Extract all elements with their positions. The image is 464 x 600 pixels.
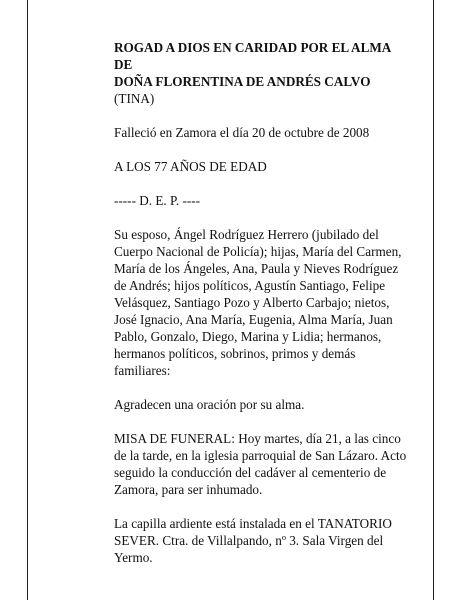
heading-line-2: DE	[114, 57, 133, 72]
age-text: A LOS 77 AÑOS DE EDAD	[114, 159, 267, 174]
family-line: María de los Ángeles, Ana, Paula y Nieves Rodríguez	[114, 261, 399, 276]
family-line: Velásquez, Santiago Pozo y Alberto Carbajo; nietos,	[114, 295, 390, 310]
family-line: familiares:	[114, 363, 171, 378]
death-notice-text: Falleció en Zamora el día 20 de octubre de 2008	[114, 125, 370, 140]
family-line: hermanos políticos, sobrinos, primos y demás	[114, 346, 356, 361]
mass-line: de la tarde, en la iglesia parroquial de San Lázaro. Acto	[114, 448, 407, 463]
mass-line: Zamora, para ser inhumado.	[114, 482, 263, 497]
deceased-nickname: (TINA)	[114, 91, 155, 106]
family-line: Cuerpo Nacional de Policía); hijas, María del Carmen,	[114, 244, 402, 259]
family-line: José Ignacio, Ana María, Eugenia, Alma María, Juan	[114, 312, 393, 327]
right-border-line	[433, 0, 434, 600]
age-notice	[114, 158, 418, 175]
heading-line-1: ROGAD A DIOS EN CARIDAD POR EL ALMA	[114, 40, 392, 55]
chapel-line: SEVER. Ctra. de Villalpando, nº 3. Sala Virgen del	[114, 533, 384, 548]
chapel-line: La capilla ardiente está instalada en el TANATORIO	[114, 516, 392, 531]
family-line: Su esposo, Ángel Rodríguez Herrero (jubilado del	[114, 227, 379, 242]
chapel-line: Yermo.	[114, 550, 153, 565]
mass-paragraph	[114, 430, 418, 498]
rip-text: ----- D. E. P. ----	[114, 193, 201, 208]
mass-line: seguido la conducción del cadáver al cementerio de	[114, 465, 387, 480]
family-paragraph	[114, 226, 418, 379]
chapel-paragraph	[114, 515, 418, 566]
death-notice	[114, 124, 418, 141]
thanks-text: Agradecen una oración por su alma.	[114, 397, 305, 412]
family-line: de Andrés; hijos políticos, Agustín Santiago, Felipe	[114, 278, 386, 293]
family-line: Pablo, Gonzalo, Diego, Marina y Lidia; hermanos,	[114, 329, 382, 344]
mass-line: MISA DE FUNERAL: Hoy martes, día 21, a las cinco	[114, 431, 401, 446]
thanks-paragraph	[114, 396, 418, 413]
left-border-line	[27, 0, 28, 600]
deceased-name: DOÑA FLORENTINA DE ANDRÉS CALVO	[114, 74, 371, 89]
rip-line	[114, 192, 418, 209]
obituary-heading	[114, 39, 418, 107]
obituary-body	[114, 39, 418, 583]
